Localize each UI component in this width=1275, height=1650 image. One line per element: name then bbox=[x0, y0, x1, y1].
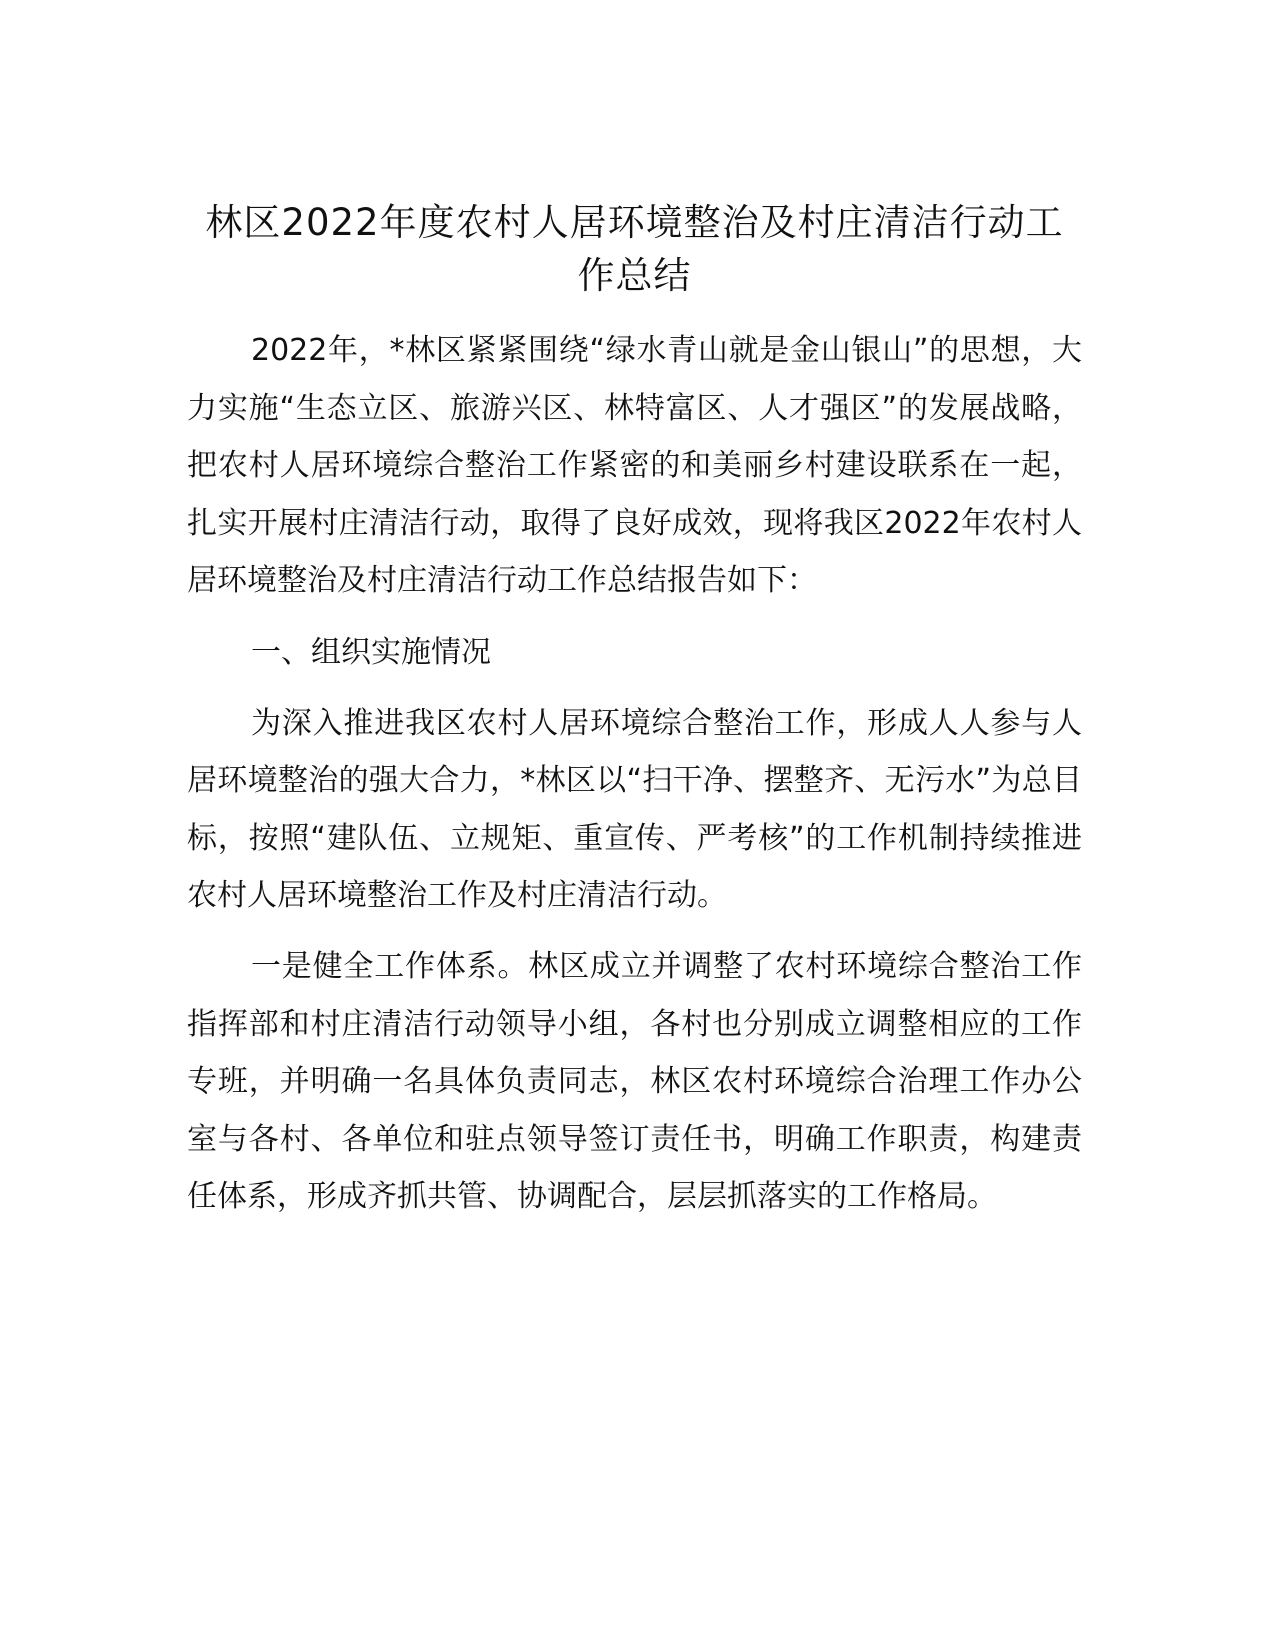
intro-paragraph: 2022年，*林区紧紧围绕“绿水青山就是金山银山”的思想，大力实施“生态立区、旅游兴区、林特富区、人才强区”的发展战略，把农村人居环境综合整治工作紧密的和美丽乡村建设联系在一起，扎实开展村庄清洁行动，取得了良好成效，现将我区2022年农村人居环境整治及村庄清洁行动工作总结报告如下： bbox=[187, 333, 1082, 599]
document-body bbox=[187, 196, 1082, 1226]
document-title: 林区2022年度农村人居环境整治及村庄清洁行动工作总结 bbox=[205, 201, 1064, 297]
body-paragraph: 一是健全工作体系。林区成立并调整了农村环境综合整治工作指挥部和村庄清洁行动领导小组，各村也分别成立调整相应的工作专班，并明确一名具体负责同志，林区农村环境综合治理工作办公室与各村、各单位和驻点领导签订责任书，明确工作职责，构建责任体系，形成齐抓共管、协调配合，层层抓落实的工作格局。 bbox=[187, 948, 1082, 1215]
body-paragraph: 为深入推进我区农村人居环境综合整治工作，形成人人参与人居环境整治的强大合力，*林区以“扫干净、摆整齐、无污水”为总目标，按照“建队伍、立规矩、重宣传、严考核”的工作机制持续推进农村人居环境整治工作及村庄清洁行动。 bbox=[187, 705, 1082, 914]
section-heading: 一、组织实施情况 bbox=[251, 634, 491, 670]
